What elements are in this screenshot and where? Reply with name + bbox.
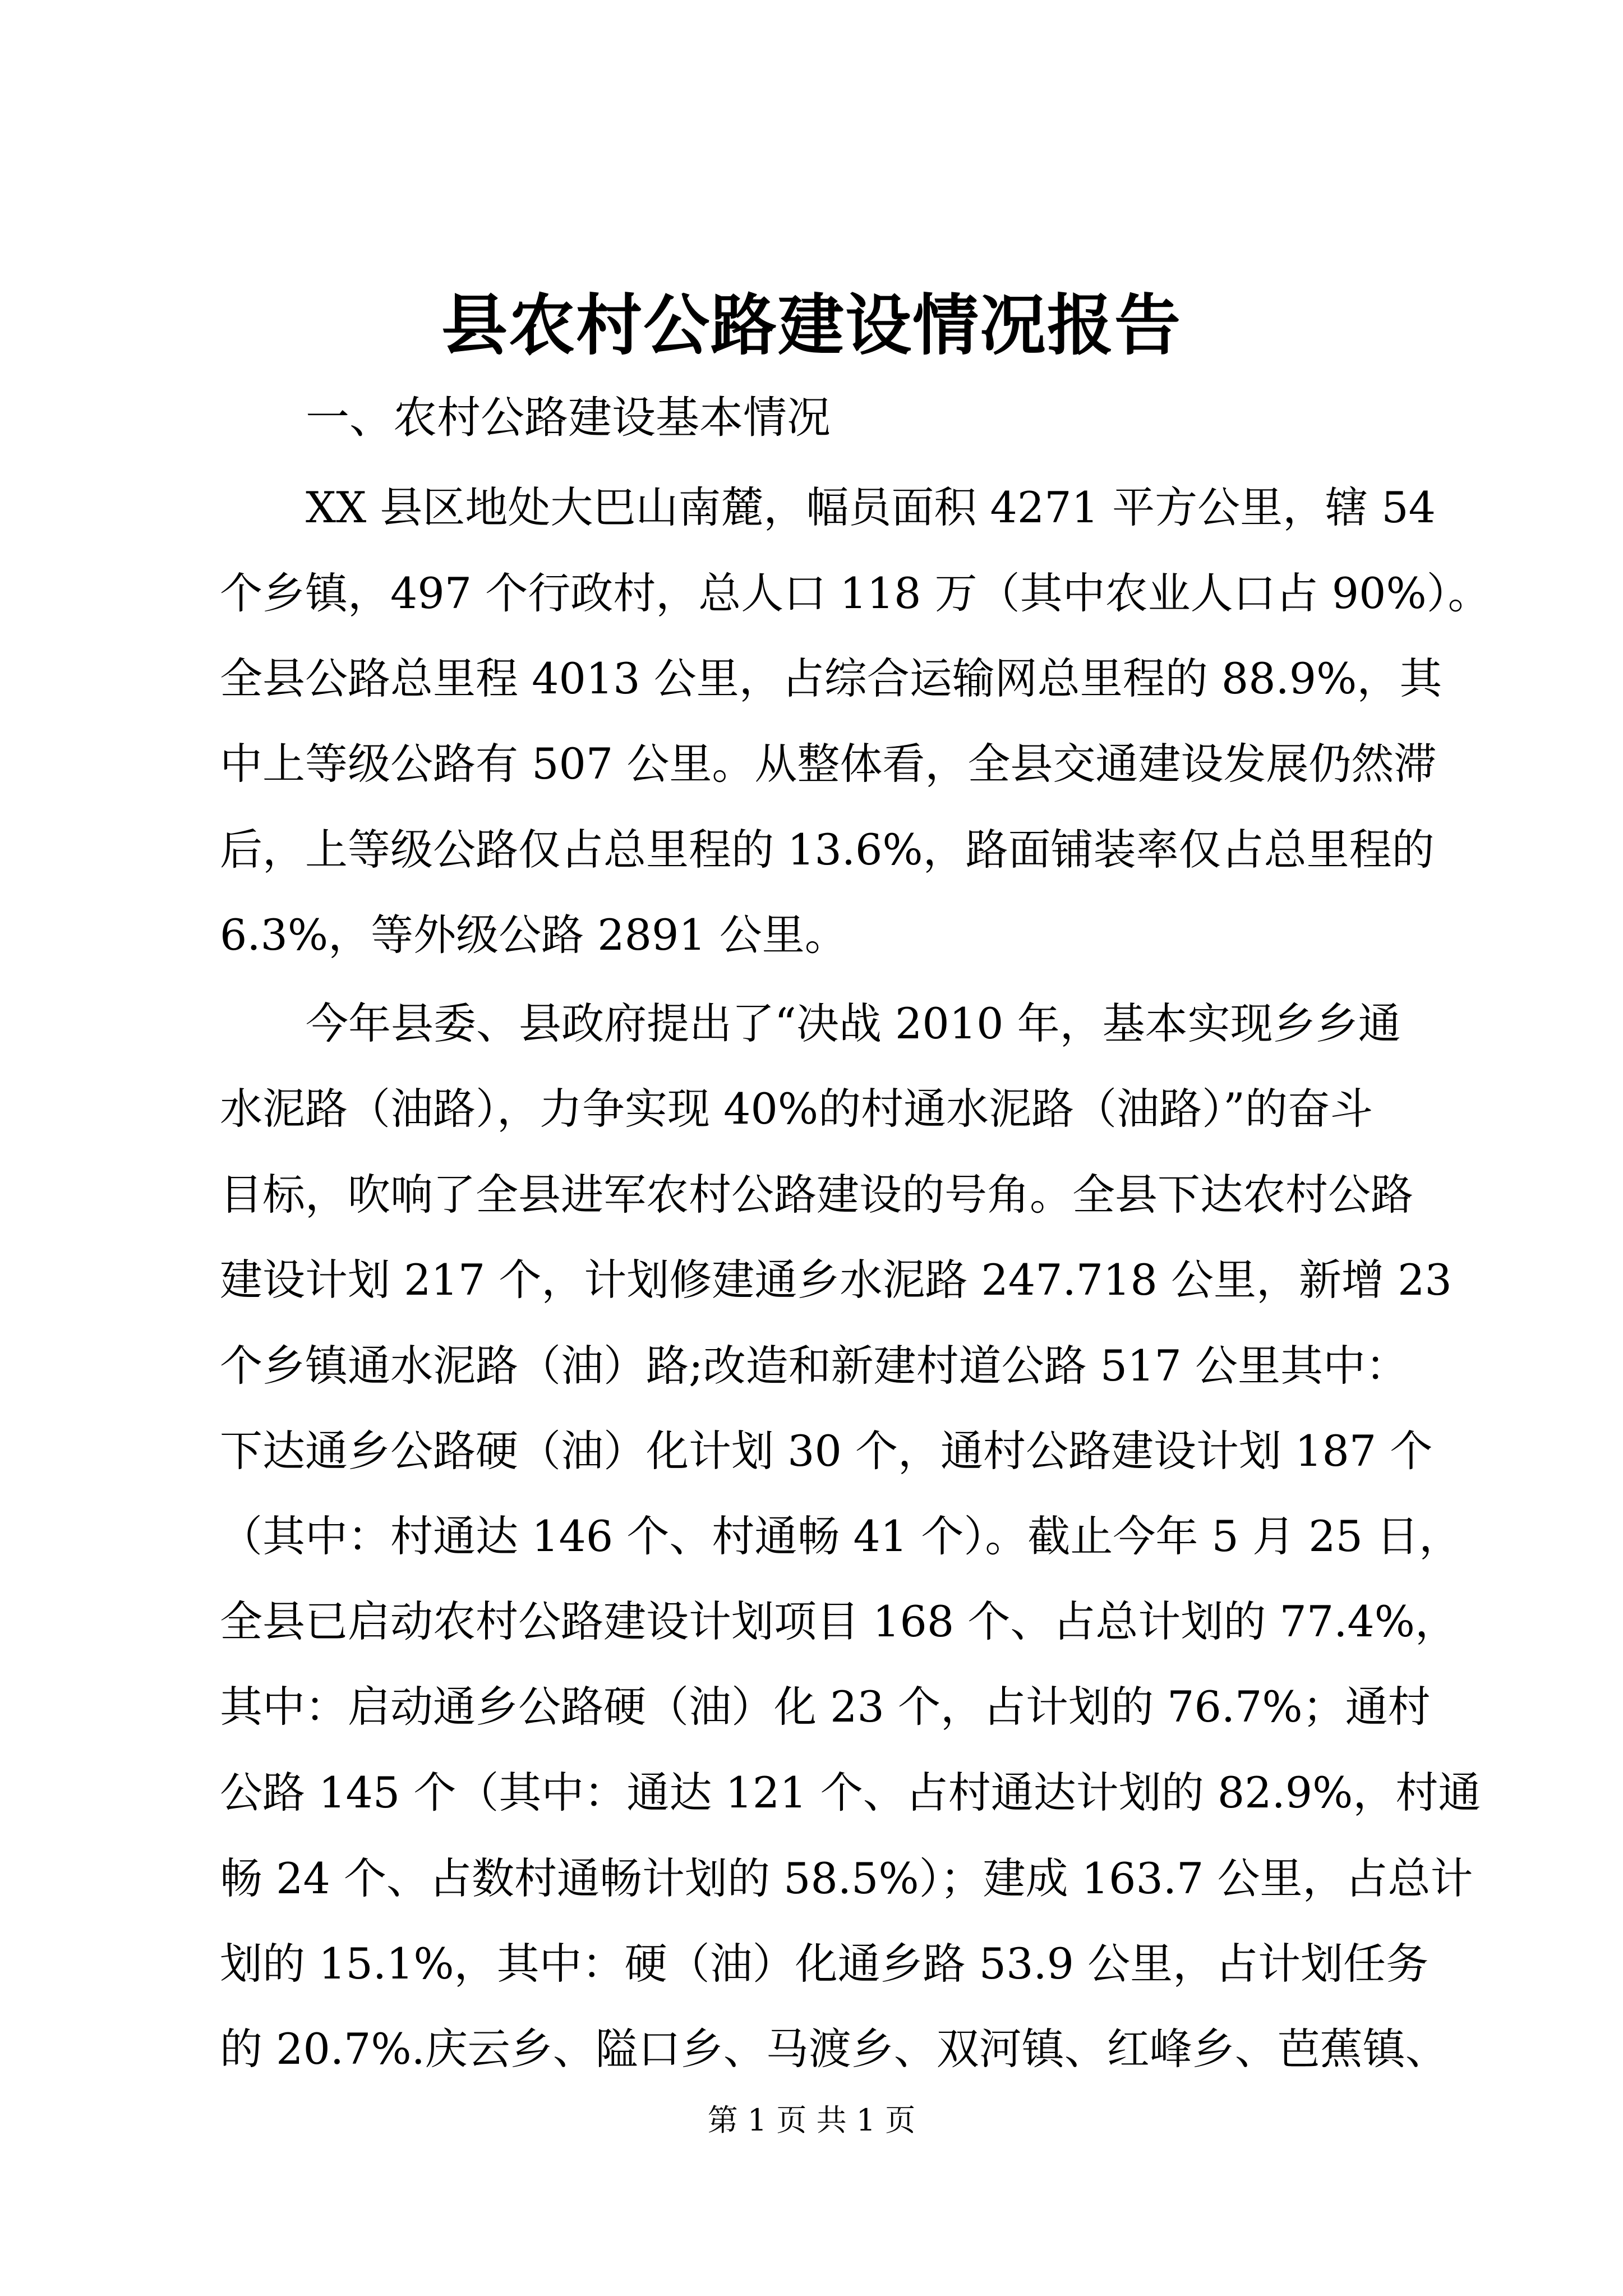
page-footer: 第 1 页 共 1 页 [707,2102,916,2138]
paragraph-line: 下达通乡公路硬（油）化计划 30 个，通村公路建设计划 187 个 [220,1426,1433,1476]
paragraph-line: 其中：启动通乡公路硬（油）化 23 个，占计划的 76.7%；通村 [220,1682,1431,1732]
paragraph-line: XX 县区地处大巴山南麓，幅员面积 4271 平方公里，辖 54 [306,482,1436,532]
paragraph-line: 后，上等级公路仅占总里程的 13.6%，路面铺装率仅占总里程的 [220,825,1435,875]
paragraph-line: 6.3%，等外级公路 2891 公里。 [220,910,847,960]
paragraph-line: 今年县委、县政府提出了“决战 2010 年，基本实现乡乡通 [306,999,1401,1048]
document-title: 县农村公路建设情况报告 [441,286,1182,364]
paragraph-line: 建设计划 217 个，计划修建通乡水泥路 247.718 公里，新增 23 [220,1255,1452,1305]
paragraph-line: 划的 15.1%，其中：硬（油）化通乡路 53.9 公里，占计划任务 [220,1939,1429,1989]
paragraph-line: 目标，吹响了全县进军农村公路建设的号角。全县下达农村公路 [220,1170,1413,1220]
section-heading: 一、农村公路建设基本情况 [306,393,831,443]
paragraph-line: 全县已启动农村公路建设计划项目 168 个、占总计划的 77.4%， [220,1596,1458,1646]
paragraph-line: （其中：村通达 146 个、村通畅 41 个）。截止今年 5 月 25 日， [220,1511,1462,1561]
paragraph-line: 中上等级公路有 507 公里。从整体看，全县交通建设发展仍然滞 [220,739,1437,789]
paragraph-line: 个乡镇通水泥路（油）路;改造和新建村道公路 517 公里其中： [220,1341,1408,1391]
paragraph-line: 个乡镇，497 个行政村，总人口 118 万（其中农业人口占 90%）。 [220,568,1491,618]
paragraph-line: 全县公路总里程 4013 公里，占综合运输网总里程的 88.9%，其 [220,654,1442,703]
paragraph-line: 水泥路（油路），力争实现 40%的村通水泥路（油路）”的奋斗 [220,1084,1373,1134]
paragraph-line: 畅 24 个、占数村通畅计划的 58.5%）；建成 163.7 公里，占总计 [220,1853,1473,1903]
paragraph-line: 的 20.7%.庆云乡、隘口乡、马渡乡、双河镇、红峰乡、芭蕉镇、 [220,2024,1448,2074]
paragraph-line: 公路 145 个（其中：通达 121 个、占村通达计划的 82.9%，村通 [220,1768,1481,1818]
